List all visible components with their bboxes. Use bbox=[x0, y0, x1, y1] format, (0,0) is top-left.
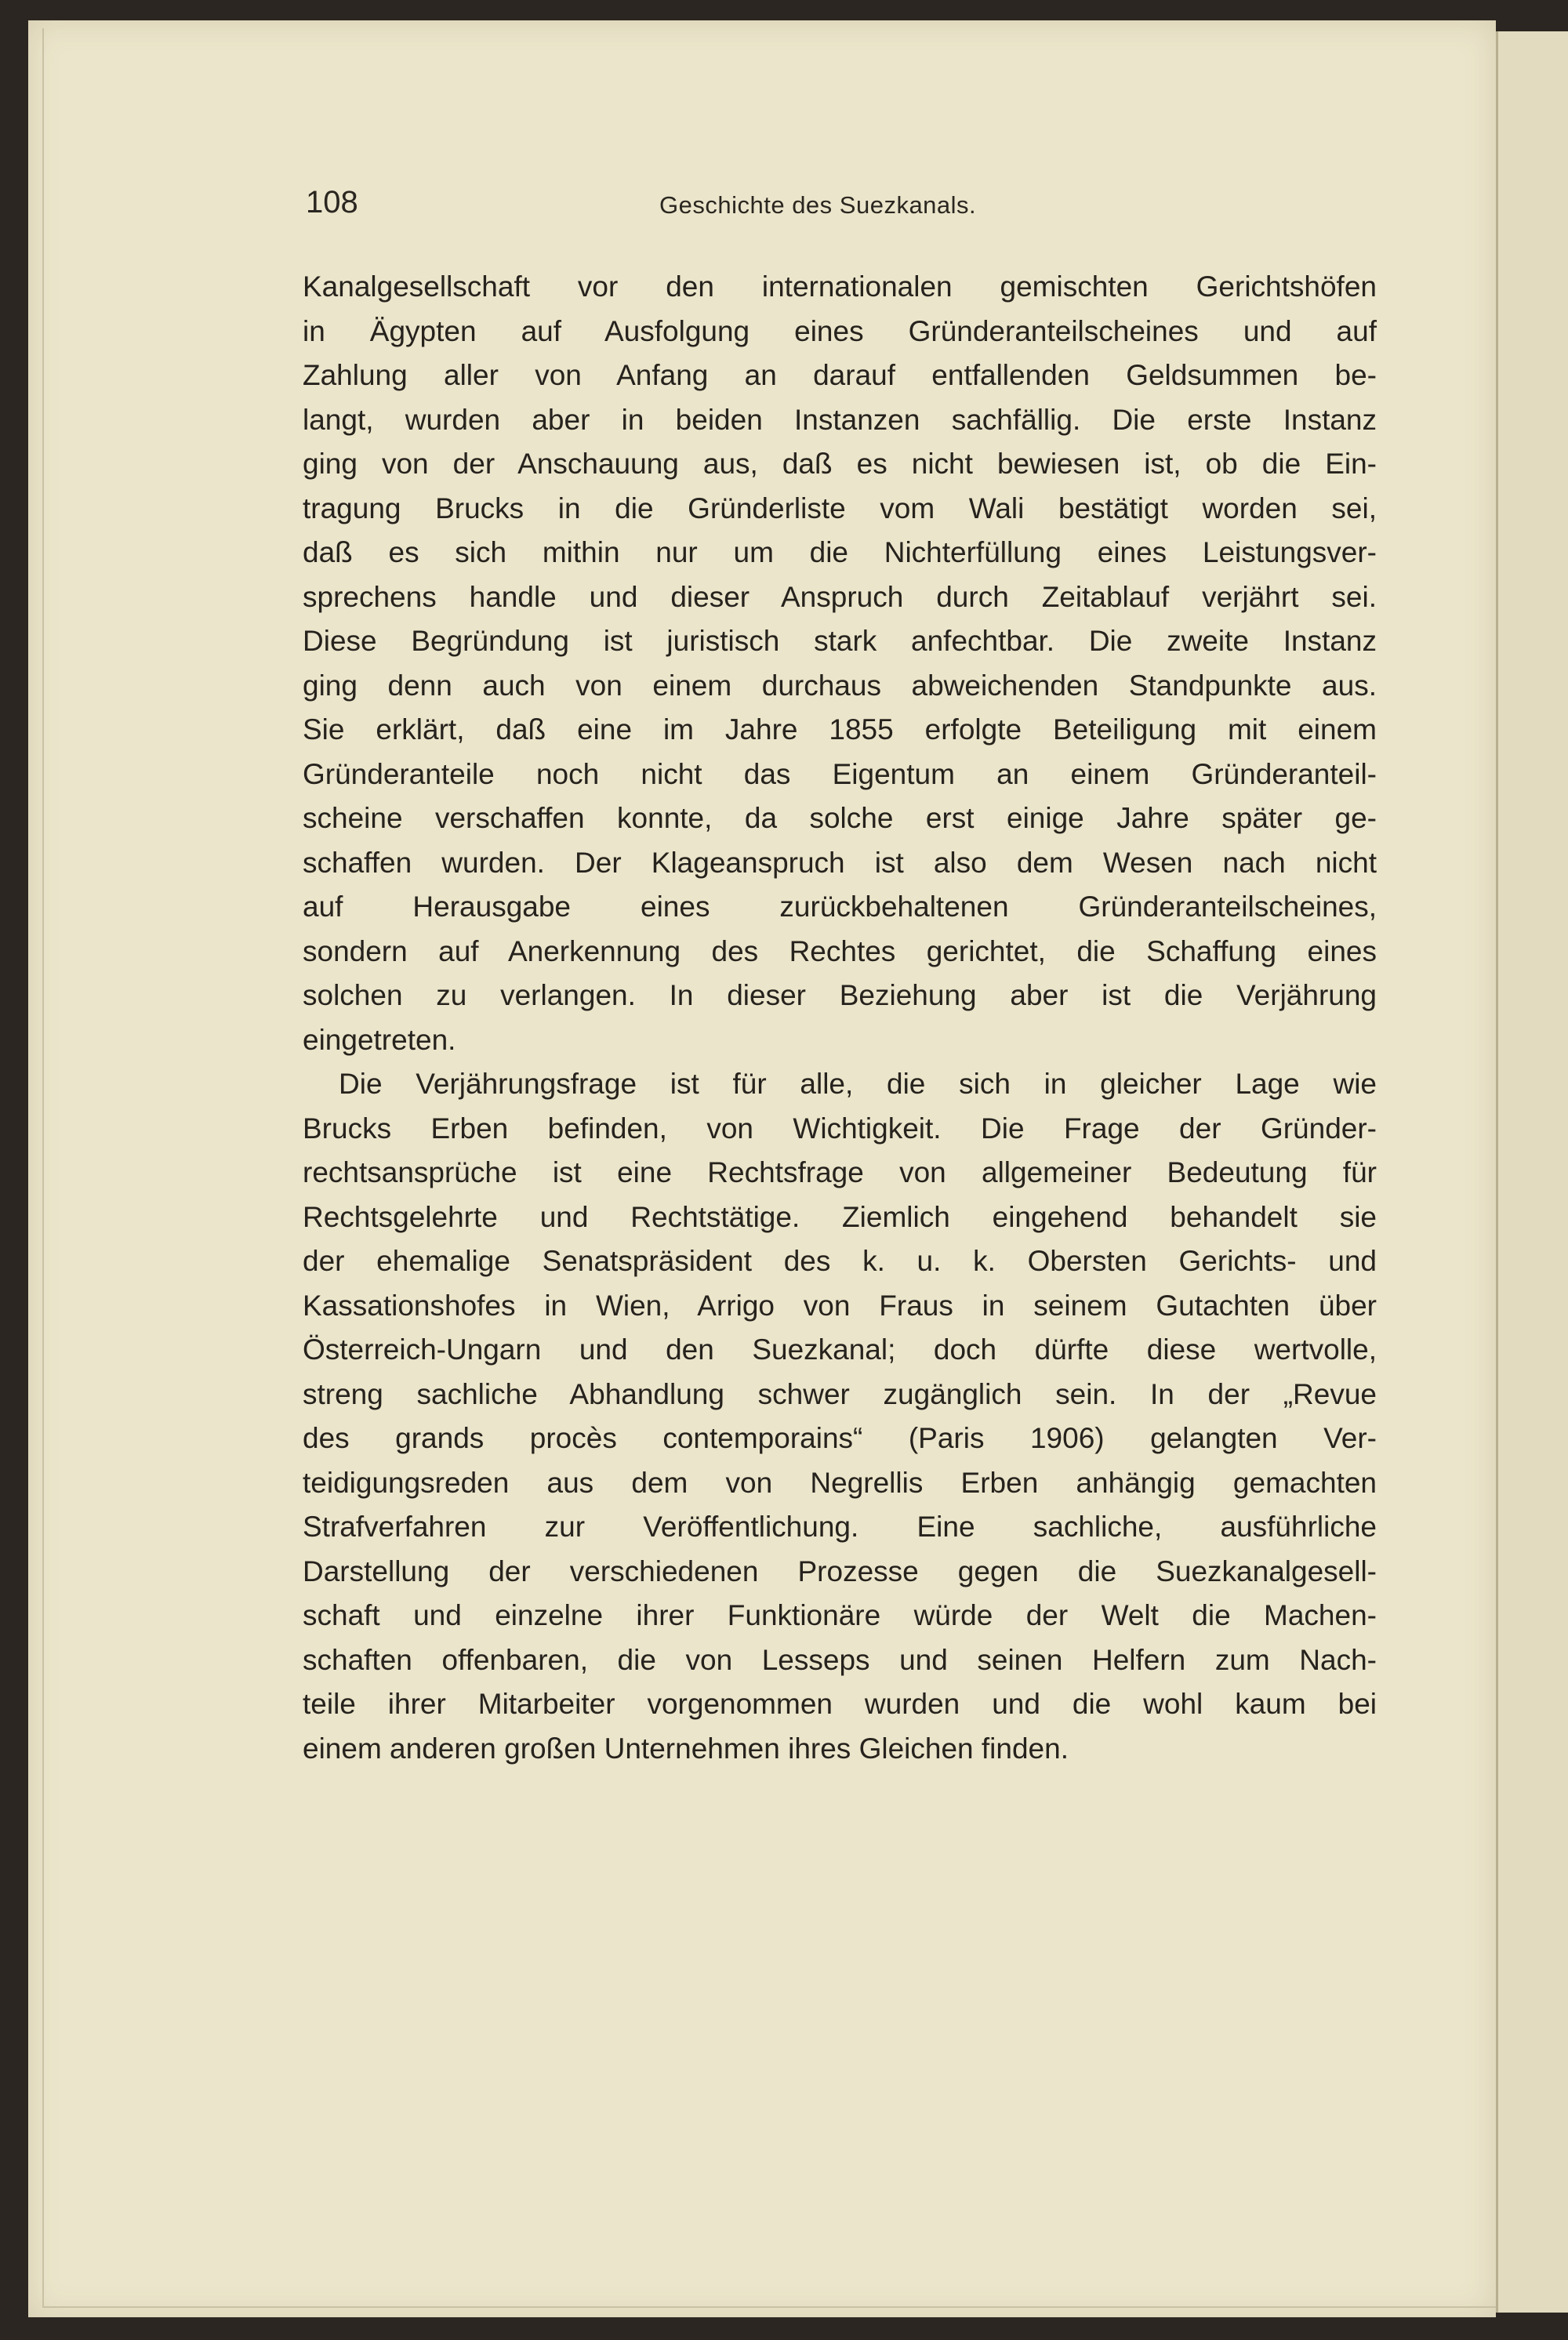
text-line: teidigungsreden aus dem von Negrellis Erben anhängig gemachten bbox=[303, 1466, 1377, 1499]
page-header bbox=[303, 185, 1377, 224]
text-line: der ehemalige Senatspräsident des k. u. k. Obersten Gerichts- und bbox=[303, 1245, 1377, 1277]
text-line: ging denn auch von einem durchaus abweichenden Standpunkte aus. bbox=[303, 669, 1377, 702]
body-text bbox=[303, 265, 1377, 1771]
text-line: rechtsansprüche ist eine Rechtsfrage von allgemeiner Bedeutung für bbox=[303, 1156, 1377, 1188]
text-line: einem anderen großen Unternehmen ihres Gleichen finden. bbox=[303, 1732, 1069, 1765]
text-line: auf Herausgabe eines zurückbehaltenen Gründeranteilscheines, bbox=[303, 891, 1377, 923]
page-number: 108 bbox=[306, 185, 358, 219]
text-line: Strafverfahren zur Veröffentlichung. Eine sachliche, ausführliche bbox=[303, 1511, 1377, 1543]
text-line: eingetreten. bbox=[303, 1023, 456, 1056]
text-line: Kanalgesellschaft vor den internationalen gemischten Gerichtshöfen bbox=[303, 270, 1377, 303]
text-line: Gründeranteile noch nicht das Eigentum an einem Gründeranteil- bbox=[303, 757, 1377, 790]
text-line: Sie erklärt, daß eine im Jahre 1855 erfolgte Beteiligung mit einem bbox=[303, 713, 1377, 746]
text-line: schaften offenbaren, die von Lesseps und seinen Helfern zum Nach- bbox=[303, 1643, 1377, 1676]
text-line: langt, wurden aber in beiden Instanzen sachfällig. Die erste Instanz bbox=[303, 403, 1377, 436]
running-title: Geschichte des Suezkanals. bbox=[659, 191, 977, 219]
text-line: sondern auf Anerkennung des Rechtes gerichtet, die Schaffung eines bbox=[303, 934, 1377, 967]
text-line: Kassationshofes in Wien, Arrigo von Fraus in seinem Gutachten über bbox=[303, 1289, 1377, 1322]
text-line: schaffen wurden. Der Klageanspruch ist also dem Wesen nach nicht bbox=[303, 846, 1377, 879]
text-line: Brucks Erben befinden, von Wichtigkeit. Die Frage der Gründer- bbox=[303, 1112, 1377, 1145]
text-line: ging von der Anschauung aus, daß es nicht bewiesen ist, ob die Ein- bbox=[303, 448, 1377, 480]
text-line: schaft und einzelne ihrer Funktionäre würde der Welt die Machen- bbox=[303, 1599, 1377, 1631]
text-line: Diese Begründung ist juristisch stark anfechtbar. Die zweite Instanz bbox=[303, 625, 1377, 657]
text-line: Die Verjährungsfrage ist für alle, die sich in gleicher Lage wie bbox=[339, 1068, 1377, 1100]
paragraph bbox=[303, 265, 1377, 1062]
text-line: Zahlung aller von Anfang an darauf entfallenden Geldsummen be- bbox=[303, 359, 1377, 391]
text-line: tragung Brucks in die Gründerliste vom Wali bestätigt worden sei, bbox=[303, 492, 1377, 524]
next-page-edge bbox=[1496, 31, 1568, 2313]
text-line: streng sachliche Abhandlung schwer zugänglich sein. In der „Revue bbox=[303, 1377, 1377, 1410]
text-line: scheine verschaffen konnte, da solche erst einige Jahre später ge- bbox=[303, 802, 1377, 834]
paragraph bbox=[303, 1062, 1377, 1771]
text-line: in Ägypten auf Ausfolgung eines Gründeranteilscheines und auf bbox=[303, 314, 1377, 347]
text-line: Österreich-Ungarn und den Suezkanal; doch dürfte diese wertvolle, bbox=[303, 1333, 1377, 1366]
text-line: solchen zu verlangen. In dieser Beziehung aber ist die Verjährung bbox=[303, 979, 1377, 1011]
text-line: Rechtsgelehrte und Rechtstätige. Ziemlich eingehend behandelt sie bbox=[303, 1200, 1377, 1233]
text-line: daß es sich mithin nur um die Nichterfüllung eines Leistungsver- bbox=[303, 536, 1377, 568]
text-line: des grands procès contemporains“ (Paris 1906) gelangten Ver- bbox=[303, 1422, 1377, 1454]
text-line: teile ihrer Mitarbeiter vorgenommen wurden und die wohl kaum bei bbox=[303, 1688, 1377, 1720]
text-line: Darstellung der verschiedenen Prozesse gegen die Suezkanalgesell- bbox=[303, 1555, 1377, 1587]
text-line: sprechens handle und dieser Anspruch durch Zeitablauf verjährt sei. bbox=[303, 580, 1377, 613]
